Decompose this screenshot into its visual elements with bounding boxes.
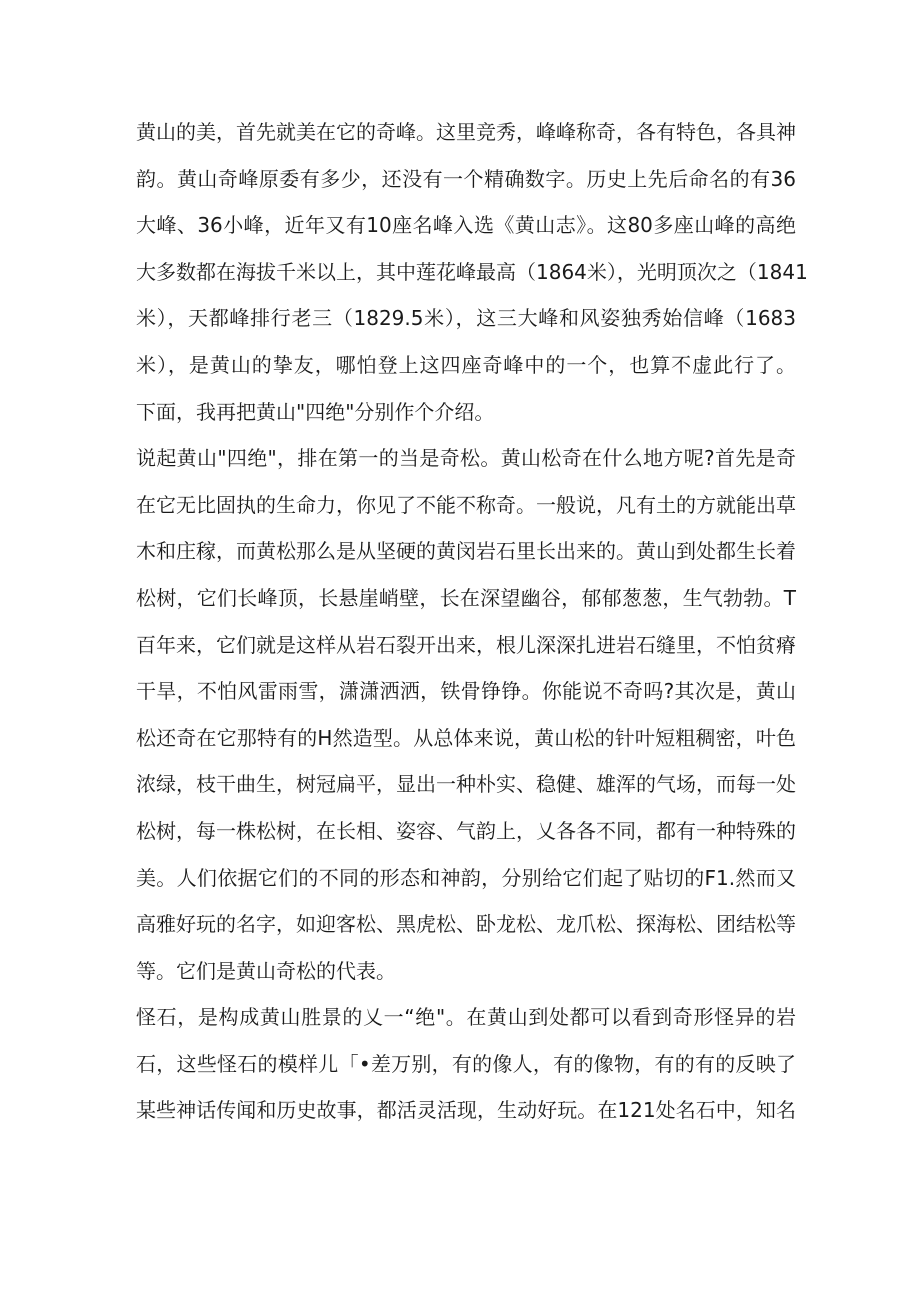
text-line: 松树，它们长峰顶，长悬崖峭壁，长在深望幽谷，郁郁葱葱，生气勃勃。T <box>136 585 796 610</box>
text-line: 在它无比固执的生命力，你见了不能不称奇。一般说，凡有土的方就能出草 <box>136 492 796 517</box>
text-line: 石，这些怪石的模样儿「•差万别，有的像人，有的像物，有的有的反映了 <box>136 1051 796 1076</box>
text-line: 大多数都在海拔千米以上，其中莲花峰最高（1864米），光明顶次之（1841 <box>136 259 808 284</box>
text-line: 怪石，是构成黄山胜景的乂一“绝"。在黄山到处都可以看到奇形怪异的岩 <box>136 1005 796 1030</box>
text-line: 美。人们依据它们的不同的形态和神韵，分别给它们起了贴切的F1.然而又 <box>136 865 796 890</box>
text-line: 某些神话传闻和历史故事，都活灵活现，生动好玩。在121处名石中，知名 <box>136 1098 796 1123</box>
text-line: 黄山的美，首先就美在它的奇峰。这里竞秀，峰峰称奇，各有特色，各具神 <box>136 120 796 144</box>
text-line: 米），是黄山的挚友，哪怕登上这四座奇峰中的一个，也算不虚此行了。 <box>136 352 796 377</box>
text-line: 木和庄稼，而黄松那么是从坚硬的黄闵岩石里长出来的。黄山到处都生长着 <box>136 539 796 564</box>
text-line: 松还奇在它那特有的H然造型。从总体来说，黄山松的针叶短粗稠密，叶色 <box>136 725 796 750</box>
text-line: 米），天都峰排行老三（1829.5米），这三大峰和风姿独秀始信峰（1683 <box>136 306 796 331</box>
text-line: 干旱，不怕风雷雨雪，潇潇洒洒，铁骨铮铮。你能说不奇吗?其次是，黄山 <box>136 679 796 704</box>
text-line: 等。它们是黄山奇松的代表。 <box>136 958 396 983</box>
text-line: 高雅好玩的名字，如迎客松、黑虎松、卧龙松、龙爪松、探海松、团结松等 <box>136 912 796 937</box>
body-text <box>136 109 808 1134</box>
text-line: 说起黄山"四绝"，排在第一的当是奇松。黄山松奇在什么地方呢?首先是奇 <box>136 446 796 471</box>
text-line: 松树，每一株松树，在长相、姿容、气韵上，乂各各不同，都有一种特殊的 <box>136 818 796 843</box>
text-line: 浓绿，枝干曲生，树冠扁平，显出一种朴实、稳健、雄浑的气场，而每一处 <box>136 772 796 797</box>
text-line: 韵。黄山奇峰原委有多少，还没有一个精确数字。历史上先后命名的有36 <box>136 166 796 191</box>
text-line: 下面，我再把黄山"四绝"分别作个介绍。 <box>136 399 495 424</box>
text-line: 大峰、36小峰，近年又有10座名峰入选《黄山志》。这80多座山峰的高绝 <box>136 213 796 238</box>
text-line: 百年来，它们就是这样从岩石裂开出来，根儿深深扎进岩石缝里，不怕贫瘠 <box>136 632 796 657</box>
